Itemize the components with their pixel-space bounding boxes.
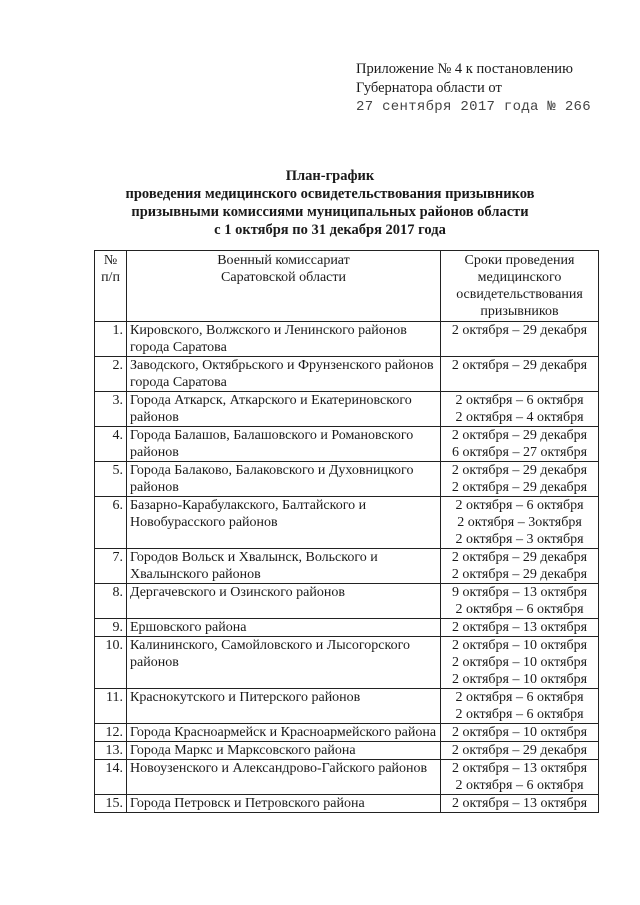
date-range: 2 октября – 4 октября [455,410,584,425]
table-row [95,760,599,795]
date-range-cell [441,760,599,795]
row-number: 7. [95,549,127,584]
document-title [100,167,560,239]
row-number: 6. [95,497,127,549]
row-number: 15. [95,795,127,813]
commissariat-name: Города Балаково, Балаковского и Духовницкого районов [127,462,441,497]
date-range: 2 октября – 29 декабря [451,743,588,758]
date-range-cell [441,392,599,427]
date-range: 2 октября – 10 октября [451,638,588,653]
date-range: 2 октября – 13 октября [451,761,588,776]
commissariat-name: Города Маркс и Марксовского района [127,742,441,760]
schedule-table [94,250,599,813]
title-line-4: с 1 октября по 31 декабря 2017 года [214,222,446,238]
row-number: 4. [95,427,127,462]
table-header-row [95,251,599,322]
header-num-line: № [103,253,118,268]
row-number: 2. [95,357,127,392]
row-number: 1. [95,322,127,357]
schedule-table-body [95,322,599,813]
row-number: 10. [95,637,127,689]
date-range: 2 октября – 6 октября [455,707,584,722]
commissariat-name: Базарно-Карабулакского, Балтайского и Новобурасского районов [127,497,441,549]
row-number: 5. [95,462,127,497]
table-row [95,427,599,462]
date-range: 2 октября – 13 октября [451,796,588,811]
table-row [95,549,599,584]
date-range: 2 октября – 6 октября [455,778,584,793]
commissariat-name: Кировского, Волжского и Ленинского районов города Саратова [127,322,441,357]
date-range-cell [441,724,599,742]
date-range: 2 октября – 29 декабря [451,567,588,582]
appendix-header [356,60,626,117]
commissariat-name: Заводского, Октябрьского и Фрунзенского районов города Саратова [127,357,441,392]
header-commissariat-line: Саратовской области [221,270,346,285]
date-range: 2 октября – 29 декабря [451,323,588,338]
table-row [95,742,599,760]
date-range-cell [441,619,599,637]
commissariat-name: Калининского, Самойловского и Лысогорского районов [127,637,441,689]
date-range: 2 октября – 29 декабря [451,428,588,443]
row-number: 3. [95,392,127,427]
date-range-cell [441,689,599,724]
header-dates [441,251,599,322]
date-range-cell [441,584,599,619]
date-range: 2 октября – 10 октября [451,655,588,670]
date-range: 2 октября – 13 октября [451,620,588,635]
commissariat-name: Города Аткарск, Аткарского и Екатериновского районов [127,392,441,427]
title-line-2: проведения медицинского освидетельствования призывников [125,186,535,202]
table-row [95,322,599,357]
date-range-cell [441,742,599,760]
row-number: 11. [95,689,127,724]
date-range: 2 октября – 29 декабря [451,550,588,565]
commissariat-name: Города Балашов, Балашовского и Романовского районов [127,427,441,462]
title-line-3: призывными комиссиями муниципальных районов области [131,204,529,220]
title-line-1: План-график [285,168,375,184]
commissariat-name: Городов Вольск и Хвалынск, Вольского и Хвалынского районов [127,549,441,584]
date-range: 2 октября – 10 октября [451,672,588,687]
appendix-line-1: Приложение № 4 к постановлению [356,61,573,77]
header-commissariat [127,251,441,322]
commissariat-name: Города Красноармейск и Красноармейского района [127,724,441,742]
commissariat-name: Ершовского района [127,619,441,637]
appendix-line-2: Губернатора области от [356,80,502,96]
date-range-cell [441,427,599,462]
date-range: 2 октября – 29 декабря [451,358,588,373]
date-range-cell [441,549,599,584]
header-dates-line: Сроки проведения [464,253,575,268]
table-row [95,357,599,392]
date-range-cell [441,322,599,357]
date-range-cell [441,637,599,689]
header-num [95,251,127,322]
table-row [95,462,599,497]
date-range: 6 октября – 27 октября [451,445,588,460]
commissariat-name: Новоузенского и Александрово-Гайского районов [127,760,441,795]
date-range: 2 октября – 6 октября [455,690,584,705]
date-range: 2 октября – 6 октября [455,602,584,617]
table-row [95,689,599,724]
date-range-cell [441,462,599,497]
date-range: 2 октября – 3 октября [455,532,584,547]
date-range: 2 октября – 3октября [457,515,582,530]
header-dates-line: освидетельствования [456,287,583,302]
date-range: 2 октября – 6 октября [455,393,584,408]
row-number: 8. [95,584,127,619]
date-range: 9 октября – 13 октября [451,585,588,600]
header-num-line: п/п [101,270,120,285]
date-range-cell [441,795,599,813]
date-range: 2 октября – 6 октября [455,498,584,513]
header-dates-line: медицинского [477,270,562,285]
table-row [95,497,599,549]
date-range: 2 октября – 29 декабря [451,480,588,495]
table-row [95,392,599,427]
commissariat-name: Города Петровск и Петровского района [127,795,441,813]
header-dates-line: призывников [480,304,559,319]
commissariat-name: Краснокутского и Питерского районов [127,689,441,724]
row-number: 13. [95,742,127,760]
date-range-cell [441,497,599,549]
row-number: 9. [95,619,127,637]
table-row [95,619,599,637]
table-row [95,724,599,742]
header-commissariat-line: Военный комиссариат [217,253,350,268]
row-number: 14. [95,760,127,795]
table-row [95,795,599,813]
appendix-date-number: 27 сентября 2017 года № 266 [356,99,591,115]
table-row [95,584,599,619]
date-range: 2 октября – 29 декабря [451,463,588,478]
date-range-cell [441,357,599,392]
table-row [95,637,599,689]
date-range: 2 октября – 10 октября [451,725,588,740]
commissariat-name: Дергачевского и Озинского районов [127,584,441,619]
row-number: 12. [95,724,127,742]
